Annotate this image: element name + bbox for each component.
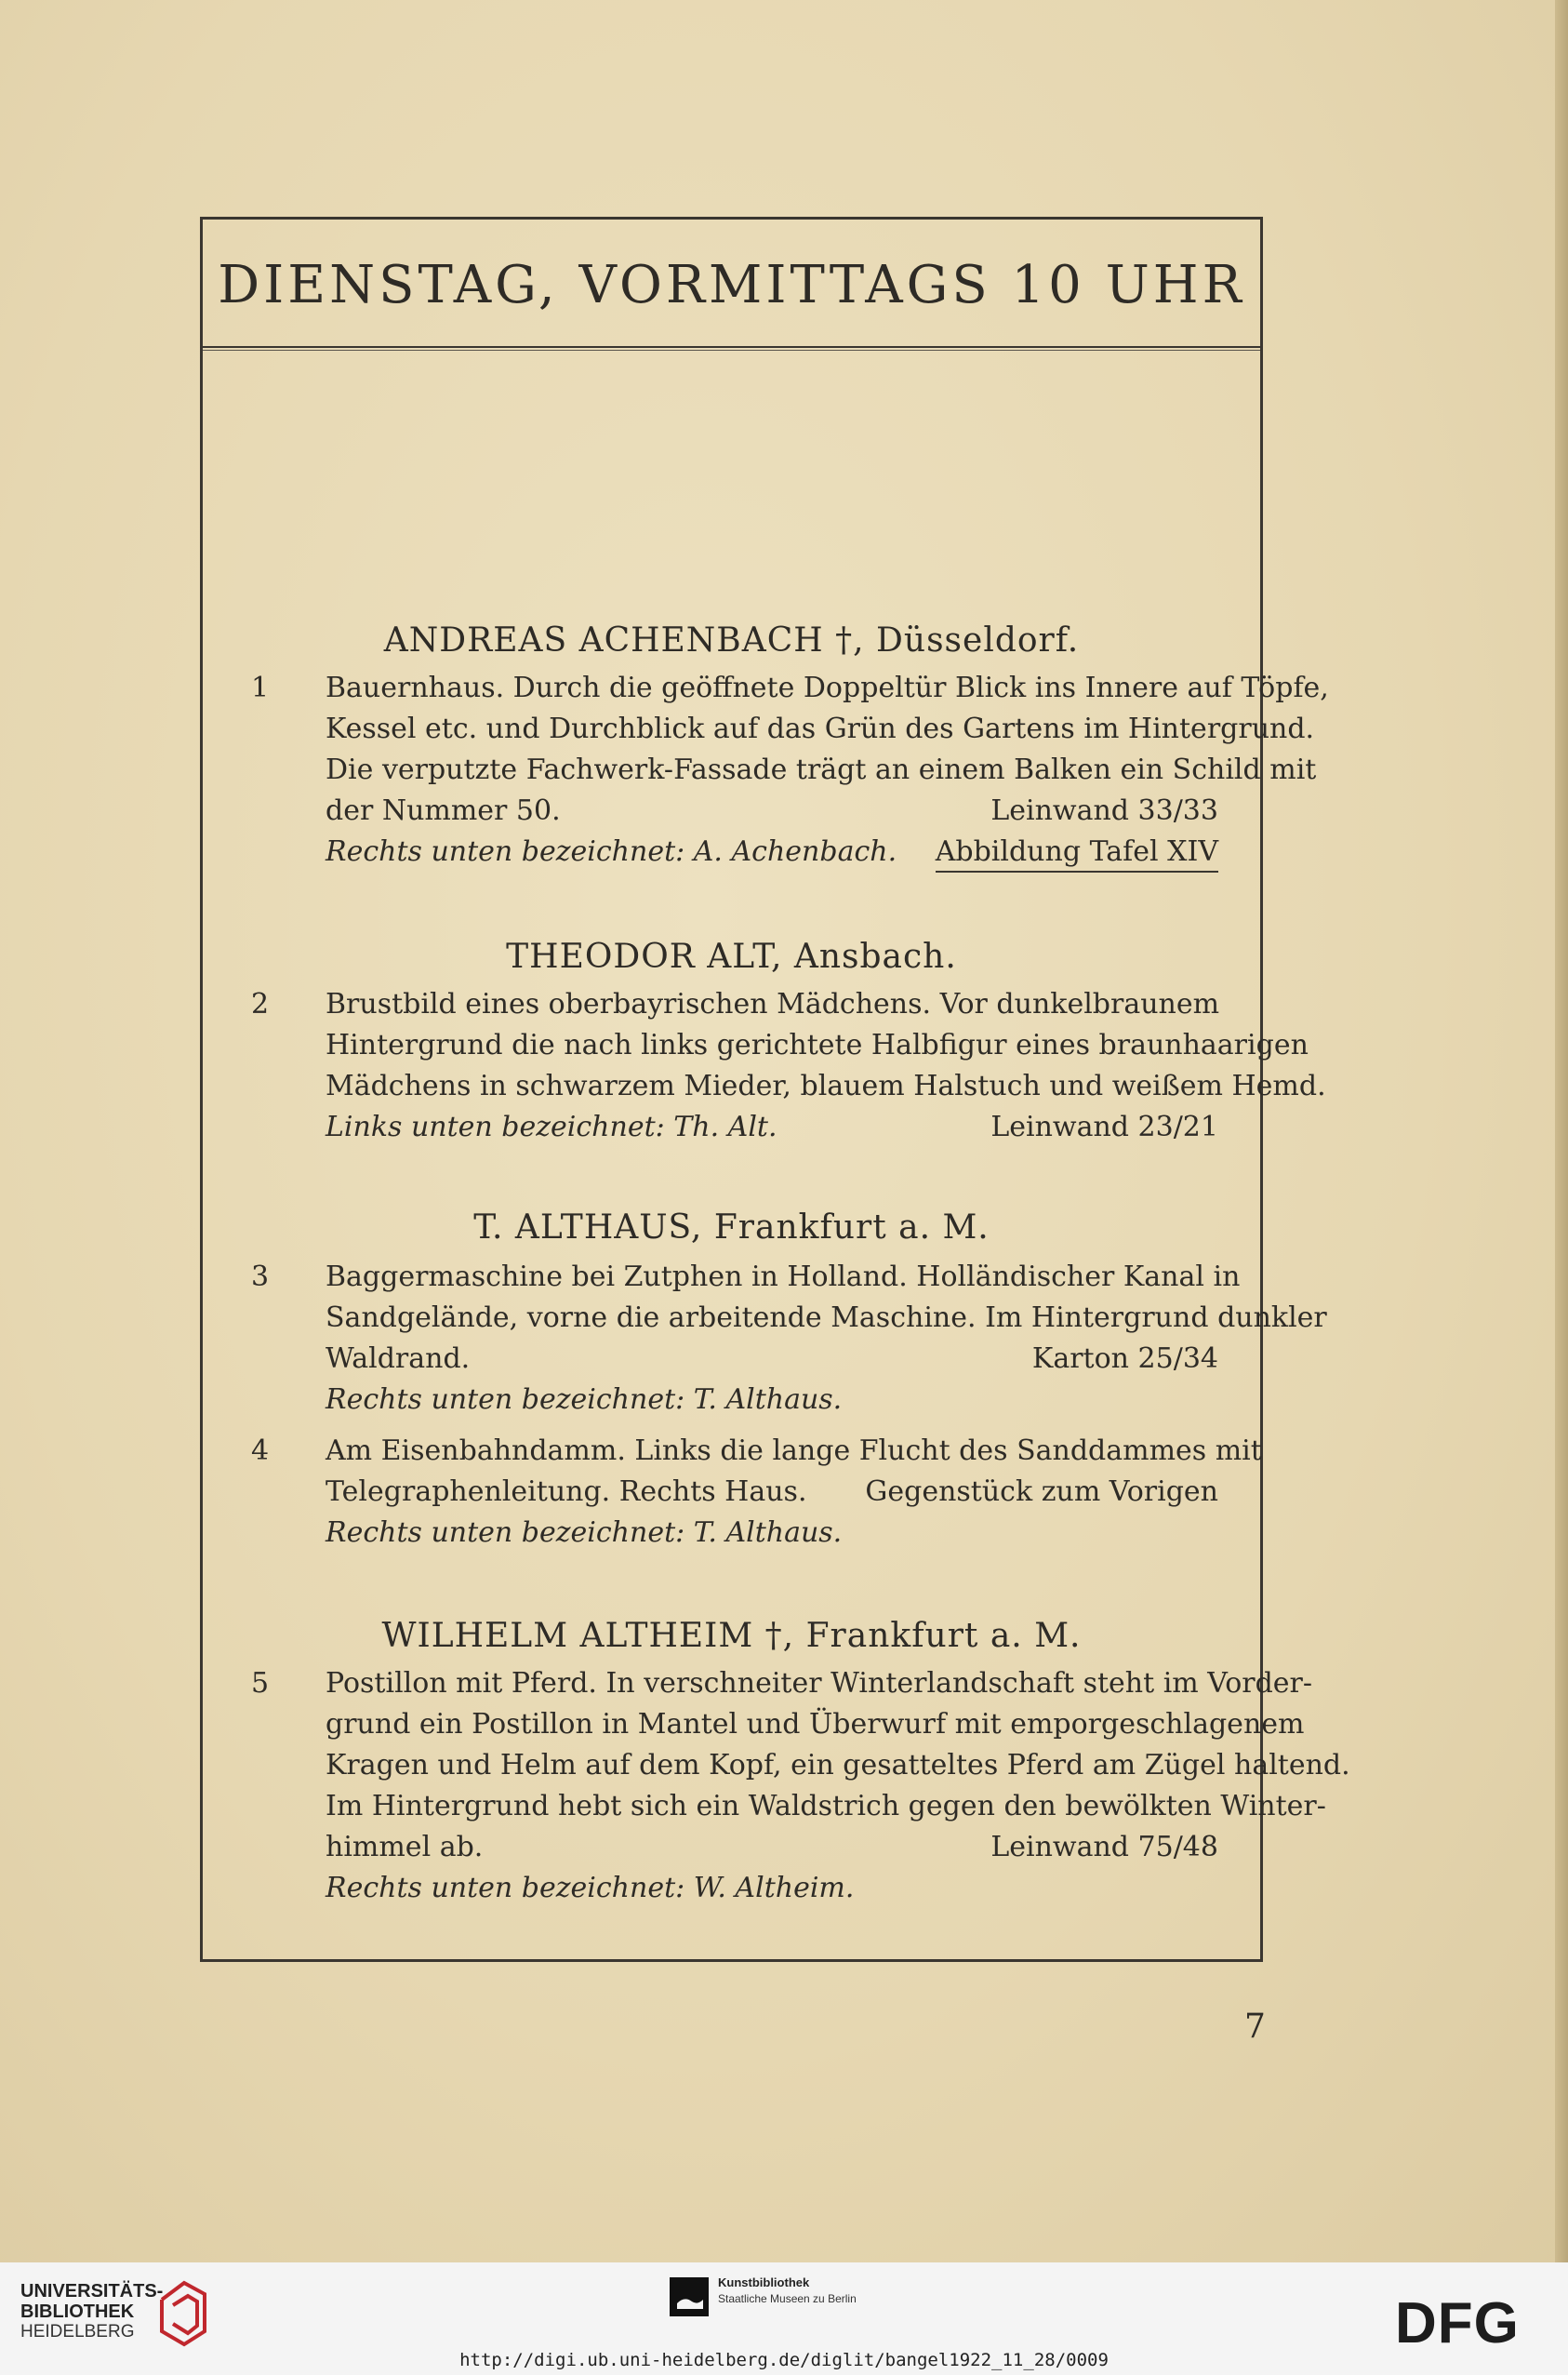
entry-signature: Rechts unten bezeichnet: T. Althaus. bbox=[326, 1516, 843, 1549]
library-city: HEIDELBERG bbox=[20, 2322, 135, 2342]
permalink-url[interactable]: http://digi.ub.uni-heidelberg.de/diglit/bangel1922_11_28/0009 bbox=[459, 2350, 1109, 2370]
entry-body bbox=[326, 1431, 1262, 1554]
header-box bbox=[203, 220, 1260, 348]
entry-line: Im Hintergrund hebt sich ein Waldstrich gegen den bewölkten Winter- bbox=[326, 1790, 1326, 1822]
kunstbibliothek-name: Kunstbibliothek bbox=[718, 2275, 810, 2289]
entry-line: Sandgelände, vorne die arbeitende Maschine. Im Hintergrund dunkler bbox=[326, 1301, 1327, 1334]
signature-row bbox=[326, 1380, 1218, 1421]
entry-last-line bbox=[326, 1827, 1218, 1868]
entry-number: 3 bbox=[251, 1261, 270, 1293]
entry-line: Kragen und Helm auf dem Kopf, ein gesatteltes Pferd am Zügel haltend. bbox=[326, 1749, 1350, 1781]
entry-line: himmel ab. bbox=[326, 1831, 484, 1863]
entry-body bbox=[326, 1663, 1350, 1909]
entry-body bbox=[326, 984, 1326, 1148]
entry-medium: Karton 25/34 bbox=[1031, 1342, 1218, 1375]
entry-last-line bbox=[326, 1472, 1218, 1513]
library-name-line: UNIVERSITÄTS- bbox=[20, 2281, 164, 2302]
artist-heading: THEODOR ALT, Ansbach. bbox=[506, 938, 957, 976]
page-title: DIENSTAG, VORMITTAGS 10 UHR bbox=[218, 255, 1245, 315]
artist-heading: T. ALTHAUS, Frankfurt a. M. bbox=[473, 1208, 990, 1247]
catalog-entry bbox=[251, 1431, 1262, 1561]
entry-number: 1 bbox=[251, 672, 270, 704]
catalog-entry bbox=[251, 1663, 1350, 1915]
entry-line: Brustbild eines oberbayrischen Mädchens. Vor dunkelbraunem bbox=[326, 988, 1220, 1021]
entry-line: Postillon mit Pferd. In verschneiter Winterlandschaft steht im Vorder- bbox=[326, 1667, 1313, 1700]
artist-heading: WILHELM ALTHEIM †, Frankfurt a. M. bbox=[381, 1617, 1082, 1655]
artist-heading: ANDREAS ACHENBACH †, Düsseldorf. bbox=[383, 621, 1080, 660]
catalog-entry bbox=[251, 668, 1329, 882]
entry-number: 2 bbox=[251, 988, 270, 1021]
kunstbibliothek-subtitle: Staatliche Museen zu Berlin bbox=[718, 2292, 857, 2305]
entry-line: Die verputzte Fachwerk-Fassade trägt an einem Balken ein Schild mit bbox=[326, 754, 1317, 786]
entry-number: 5 bbox=[251, 1667, 270, 1700]
entry-signature: Rechts unten bezeichnet: W. Altheim. bbox=[326, 1872, 855, 1904]
plate-reference: Abbildung Tafel XIV bbox=[936, 832, 1218, 873]
entry-line: grund ein Postillon in Mantel und Überwurf mit emporgeschlagenem bbox=[326, 1708, 1305, 1741]
entry-medium: Leinwand 75/48 bbox=[990, 1831, 1218, 1863]
ub-heidelberg-logo[interactable] bbox=[20, 2281, 163, 2342]
entry-signature: Links unten bezeichnet: Th. Alt. bbox=[326, 1111, 777, 1143]
entry-line: der Nummer 50. bbox=[326, 794, 561, 827]
entry-medium: Leinwand 23/21 bbox=[990, 1111, 1218, 1143]
entry-last-line bbox=[326, 1339, 1218, 1380]
entry-number: 4 bbox=[251, 1434, 270, 1467]
page-number: 7 bbox=[1244, 2008, 1266, 2046]
dfg-logo[interactable]: DFG bbox=[1395, 2291, 1520, 2355]
signature-row bbox=[326, 1868, 1218, 1909]
entry-line: Hintergrund die nach links gerichtete Halbfigur eines braunhaarigen bbox=[326, 1029, 1309, 1061]
entry-body bbox=[326, 668, 1329, 873]
viewer-footer bbox=[0, 2262, 1568, 2375]
kunstbibliothek-logo[interactable] bbox=[668, 2275, 857, 2322]
entry-signature: Rechts unten bezeichnet: T. Althaus. bbox=[326, 1383, 843, 1416]
entry-signature: Rechts unten bezeichnet: A. Achenbach. bbox=[326, 835, 897, 868]
page-edge bbox=[1555, 0, 1568, 2262]
entry-medium: Gegenstück zum Vorigen bbox=[865, 1475, 1218, 1508]
catalog-entry bbox=[251, 1257, 1327, 1424]
entry-body bbox=[326, 1257, 1327, 1421]
entry-medium: Leinwand 33/33 bbox=[990, 794, 1218, 827]
entry-line: Waldrand. bbox=[326, 1342, 471, 1375]
kunstbibliothek-emblem-icon bbox=[668, 2275, 711, 2322]
library-name-line: BIBLIOTHEK bbox=[20, 2302, 135, 2322]
entry-line: Kessel etc. und Durchblick auf das Grün des Gartens im Hintergrund. bbox=[326, 713, 1315, 745]
entry-line: Baggermaschine bei Zutphen in Holland. Holländischer Kanal in bbox=[326, 1261, 1241, 1293]
entry-line: Bauernhaus. Durch die geöffnete Doppeltür Blick ins Innere auf Töpfe, bbox=[326, 672, 1329, 704]
catalog-entry bbox=[251, 984, 1326, 1152]
catalog-frame bbox=[200, 217, 1350, 1962]
signature-row bbox=[326, 1513, 1218, 1554]
signature-row bbox=[326, 1107, 1218, 1148]
entry-last-line bbox=[326, 791, 1218, 832]
entry-line: Telegraphenleitung. Rechts Haus. bbox=[326, 1475, 807, 1508]
ub-heidelberg-mark-icon bbox=[156, 2277, 210, 2354]
entry-line: Am Eisenbahndamm. Links die lange Flucht des Sanddammes mit bbox=[326, 1434, 1262, 1467]
entry-line: Mädchens in schwarzem Mieder, blauem Halstuch und weißem Hemd. bbox=[326, 1070, 1326, 1102]
signature-row bbox=[326, 832, 1218, 873]
